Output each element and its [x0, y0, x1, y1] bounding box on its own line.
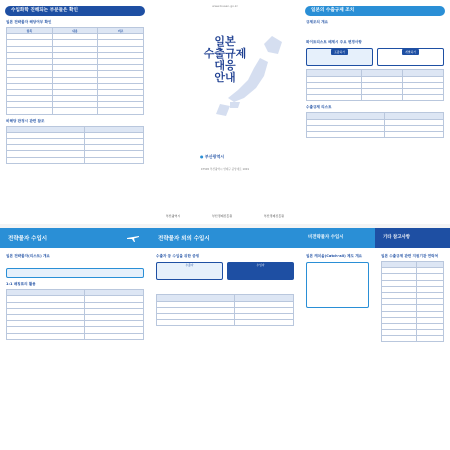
info-box — [6, 268, 144, 278]
paragraph — [306, 311, 369, 315]
chip: 포괄허가 — [331, 49, 348, 55]
org-name: 부산광역시 — [204, 154, 225, 159]
subheading: 비해당 판정시 관련 참조 — [6, 118, 45, 123]
flow-box-exporter: 수출자 — [156, 262, 223, 280]
panel-catch-all — [300, 228, 375, 450]
section-bar — [300, 228, 375, 248]
subheading: 일본 전략물자(리스트) 개요 — [6, 254, 50, 258]
matching-table — [6, 289, 144, 340]
flow-box — [306, 48, 373, 66]
section-bar — [0, 228, 150, 248]
classification-table — [6, 27, 144, 115]
section-bar — [375, 228, 450, 248]
section-title: 비전략물자 수입시 — [308, 235, 344, 240]
panel-export-control-check — [0, 0, 150, 224]
table-header: 비고 — [98, 28, 144, 34]
title-line: 일본 — [214, 35, 236, 48]
section-title: 기타 참고사항 — [383, 235, 410, 240]
paragraph — [306, 32, 444, 36]
subheading: 화이트리스트 배제시 주요 변경사항 — [306, 40, 362, 45]
address: 47545 부산광역시 연제구 중앙대로 1001 — [200, 168, 250, 171]
panel-japan-export-regulation — [300, 0, 450, 224]
section-bar — [150, 228, 300, 248]
subheading: 규제조치 개요 — [306, 20, 329, 24]
exporter-importer-flow — [156, 262, 294, 280]
section-title: 전략물자 수입시 — [8, 236, 48, 242]
paragraph — [6, 261, 144, 265]
document-table — [156, 294, 294, 326]
subheading: 일본 캐치올(Catch-all) 제도 개요 — [306, 254, 363, 258]
title-line: 대응 — [214, 59, 236, 72]
panel-cover — [150, 0, 300, 224]
flow-box-importer: 수입자 — [227, 262, 294, 280]
panel-strategic-goods-import — [0, 228, 150, 450]
panel-references — [375, 228, 450, 450]
busan-emblem-icon: ● — [200, 154, 204, 159]
airplane-icon — [126, 233, 140, 243]
subheading: 일본 전략물자 해당여부 확인 — [6, 20, 52, 24]
section-title: 일본의 수출규제 조치 — [305, 6, 445, 16]
logo: 부산경제진흥원 — [263, 214, 285, 218]
subheading: 수출규제 리스트 — [306, 105, 332, 110]
website-url[interactable]: www.busan.go.kr — [212, 4, 238, 8]
section-title: 수입화학 진해되는 부분들은 확인 — [5, 6, 145, 16]
brochure-inner-side — [0, 228, 450, 450]
brochure-outer-side — [0, 0, 450, 224]
logo: 부산경제진흥원 — [211, 214, 233, 218]
regulation-list-table — [306, 112, 444, 138]
logo: 부산광역시 — [165, 214, 181, 218]
reference-table — [6, 126, 144, 164]
contacts-table — [381, 261, 444, 342]
subheading: 수출자 등 수입을 위한 증빙 — [156, 254, 200, 258]
title-line: 수출규제 — [203, 47, 247, 60]
permit-flow — [306, 48, 444, 66]
table-header: 내용 — [52, 28, 98, 34]
paragraph — [156, 288, 294, 292]
paragraph — [156, 283, 294, 287]
flow-box — [377, 48, 444, 66]
table-header: 항목 — [7, 28, 53, 34]
paragraph — [306, 27, 444, 31]
footer-logos — [150, 214, 300, 218]
catch-all-flowchart — [306, 262, 369, 308]
panel-non-strategic-import — [150, 228, 300, 450]
subheading: 1:1 매칭표의 활용 — [6, 282, 36, 287]
section-title: 전략물자 외의 수입시 — [158, 236, 210, 242]
change-table — [306, 69, 444, 101]
subheading: 일본 수출규제 관련 지원기관 연락처 — [381, 254, 439, 258]
busan-logo — [200, 154, 224, 160]
title-line: 안내 — [214, 71, 236, 84]
chip: 개별허가 — [402, 49, 419, 55]
cover-title — [200, 36, 250, 84]
